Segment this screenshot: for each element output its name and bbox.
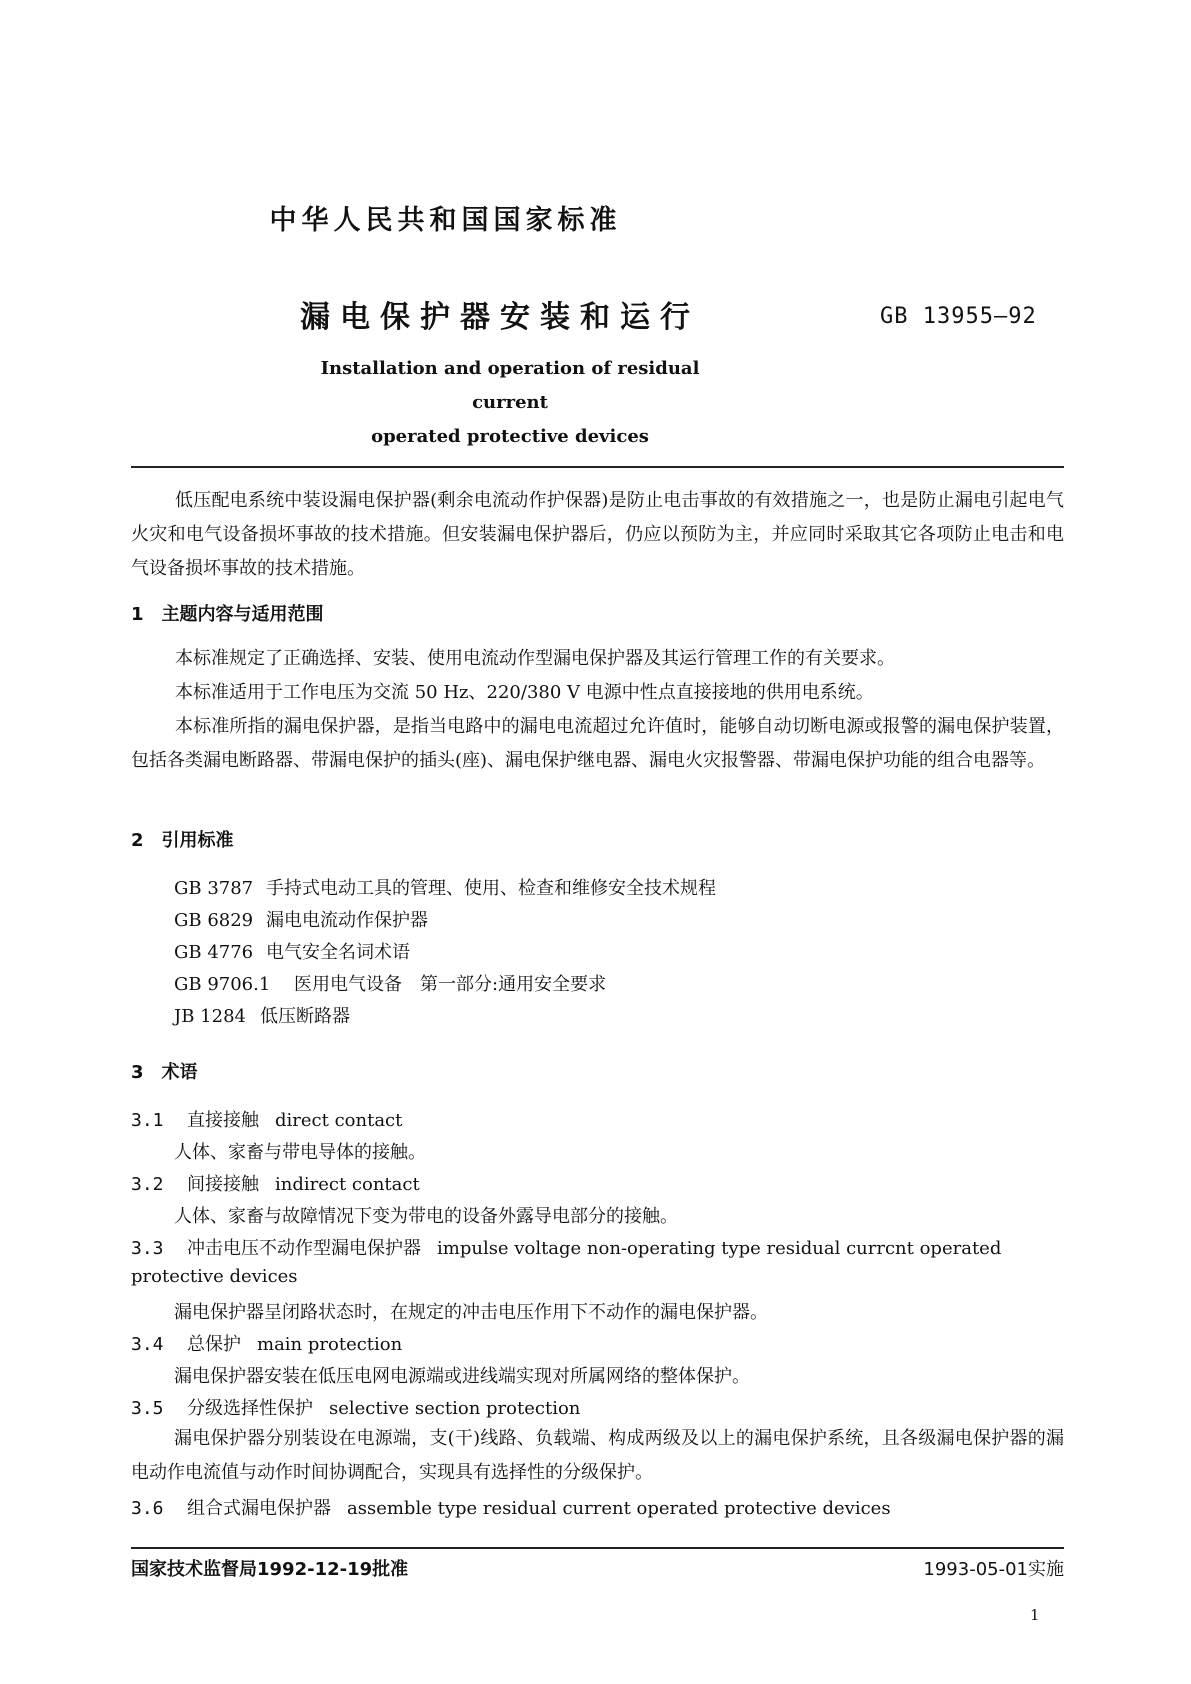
section1-paragraph: 本标准适用于工作电压为交流 50 Hz、220/380 V 电源中性点直接接地的供用电系统。: [175, 682, 874, 703]
term-definition: 漏电保护器分别装设在电源端，支(干)线路、负载端、构成两级及以上的漏电保护系统，且各级漏电保护器的漏电动作电流值与动作时间协调配合，实现具有选择性的分级保护。: [131, 1428, 1064, 1483]
term-entry: [131, 1170, 420, 1196]
national-standard-heading: 中华人民共和国国家标准: [269, 205, 622, 236]
term-definition: 漏电保护器安装在低压电网电源端或进线端实现对所属网络的整体保护。: [174, 1366, 750, 1387]
term-cn: 直接接触: [187, 1110, 259, 1131]
reference-item: [174, 906, 428, 932]
reference-item: [174, 874, 716, 900]
reference-item: [174, 1002, 350, 1028]
reference-code: GB 6829: [174, 910, 254, 931]
term-entry: [131, 1494, 891, 1520]
document-title: 漏电保护器安装和运行: [300, 300, 700, 335]
term-cn: 分级选择性保护: [187, 1398, 313, 1419]
reference-name: 漏电电流动作保护器: [266, 910, 428, 931]
term-number: 3.4: [131, 1334, 164, 1355]
reference-code: GB 3787: [174, 878, 254, 899]
term-en: impulse voltage non-operating type residual currcnt operated: [437, 1238, 1002, 1259]
standard-number: GB 13955—92: [880, 304, 1037, 329]
english-title-line2: operated protective devices: [371, 426, 649, 447]
reference-code: GB 4776: [174, 942, 254, 963]
term-cn: 组合式漏电保护器: [187, 1498, 331, 1519]
section2-heading: 2 引用标准: [131, 830, 234, 851]
approval-date: 国家技术监督局1992-12-19批准: [131, 1559, 409, 1580]
english-title-line1: Installation and operation of residual current: [320, 358, 700, 413]
term-number: 3.2: [131, 1174, 164, 1195]
intro-paragraph: 低压配电系统中装设漏电保护器(剩余电流动作护保器)是防止电击事故的有效措施之一，也是防止漏电引起电气火灾和电气设备损坏事故的技术措施。但安装漏电保护器后，仍应以预防为主，并应同时采取其它各项防止电击和电气设备损坏事故的技术措施。: [131, 490, 1064, 579]
header-divider: [131, 466, 1064, 468]
reference-code: JB 1284: [174, 1006, 246, 1027]
footer-divider: [131, 1547, 1064, 1549]
term-cn: 冲击电压不动作型漏电保护器: [187, 1238, 421, 1259]
term-cn: 总保护: [187, 1334, 241, 1355]
english-title: [300, 352, 720, 454]
term-number: 3.3: [131, 1238, 164, 1259]
term-en: main protection: [257, 1334, 403, 1355]
term-definition: 人体、家畜与故障情况下变为带电的设备外露导电部分的接触。: [174, 1206, 678, 1227]
term-entry: [131, 1234, 1001, 1260]
term-en-continuation: protective devices: [131, 1266, 298, 1287]
term-entry: [131, 1106, 402, 1132]
section1-heading: 1 主题内容与适用范围: [131, 604, 324, 625]
section3-heading: 3 术语: [131, 1062, 198, 1083]
reference-name: 低压断路器: [260, 1006, 350, 1027]
term-en: direct contact: [275, 1110, 403, 1131]
term-cn: 间接接触: [187, 1174, 259, 1195]
reference-name: 手持式电动工具的管理、使用、检查和维修安全技术规程: [266, 878, 716, 899]
term-en: assemble type residual current operated protective devices: [347, 1498, 891, 1519]
reference-name: 医用电气设备 第一部分:通用安全要求: [294, 974, 607, 995]
reference-name: 电气安全名词术语: [266, 942, 410, 963]
term-entry: [131, 1330, 402, 1356]
reference-code: GB 9706.1: [174, 974, 271, 995]
term-number: 3.1: [131, 1110, 164, 1131]
implementation-date: 1993-05-01实施: [923, 1559, 1064, 1580]
term-definition: 人体、家畜与带电导体的接触。: [174, 1142, 426, 1163]
term-en: selective section protection: [329, 1398, 581, 1419]
page-number: 1: [1030, 1606, 1040, 1624]
term-number: 3.6: [131, 1498, 164, 1519]
section1-paragraph: 本标准所指的漏电保护器，是指当电路中的漏电电流超过允许值时，能够自动切断电源或报警的漏电保护装置，包括各类漏电断路器、带漏电保护的插头(座)、漏电保护继电器、漏电火灾报警器、带漏电保护功能的组合电器等。: [131, 716, 1064, 771]
section1-paragraph: 本标准规定了正确选择、安装、使用电流动作型漏电保护器及其运行管理工作的有关要求。: [175, 648, 895, 669]
reference-item: [174, 938, 410, 964]
term-definition: 漏电保护器呈闭路状态时，在规定的冲击电压作用下不动作的漏电保护器。: [174, 1302, 768, 1323]
term-entry: [131, 1394, 580, 1420]
term-en: indirect contact: [275, 1174, 420, 1195]
term-number: 3.5: [131, 1398, 164, 1419]
reference-item: [174, 970, 606, 996]
